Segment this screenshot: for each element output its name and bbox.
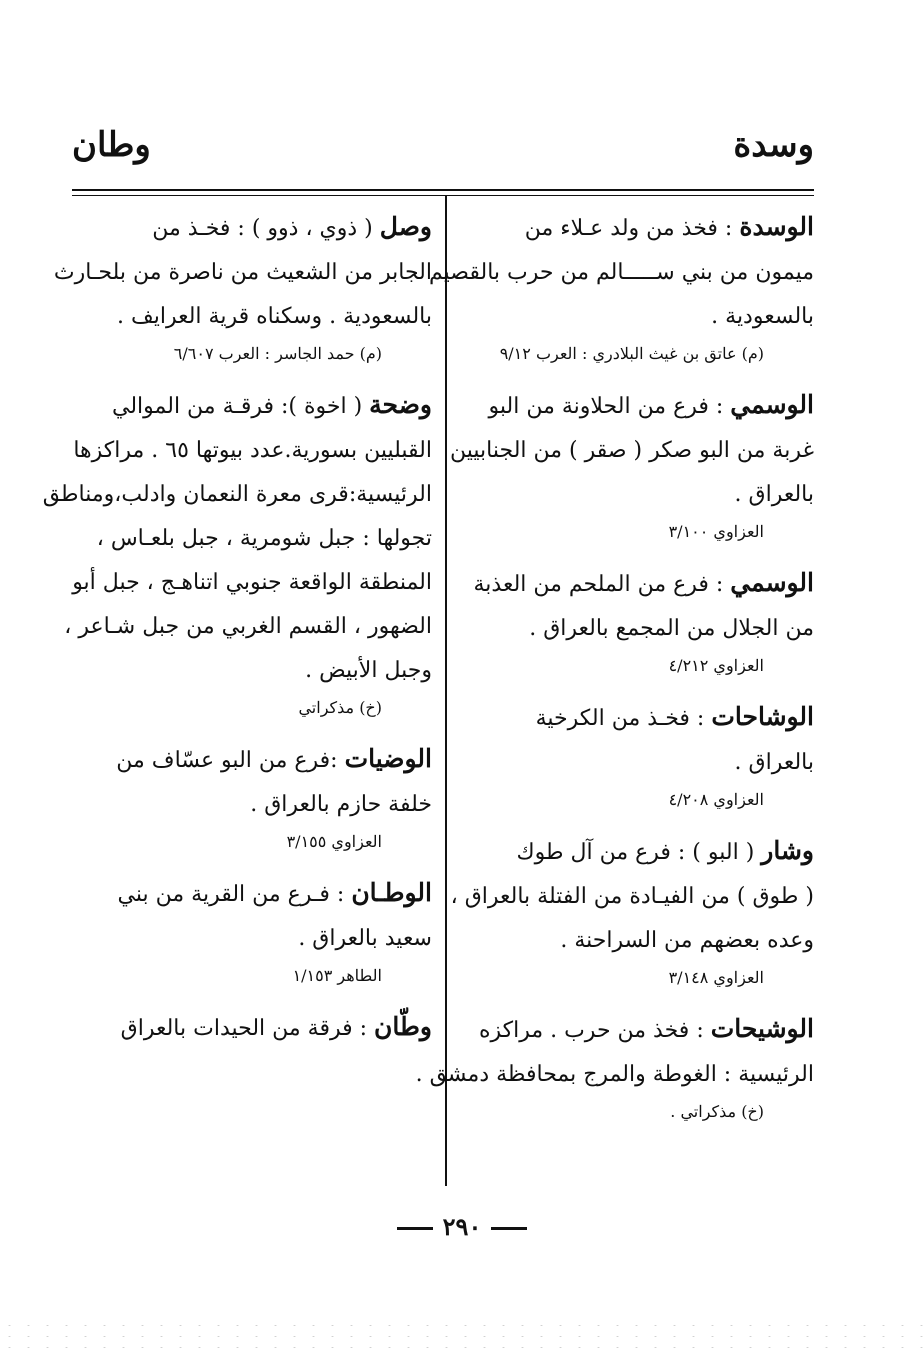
entry-source: العزاوي ٣/١٤٨ xyxy=(668,968,764,987)
header-first-word: وسدة xyxy=(733,125,814,165)
entry-source: العزاوي ٣/١٥٥ xyxy=(286,832,382,851)
entry-source: (خ) مذكراتي xyxy=(298,698,382,717)
entry-headword: الوضيات xyxy=(344,744,432,773)
scan-noise xyxy=(0,1320,924,1350)
entry-headword: الوشيحات xyxy=(710,1014,814,1043)
entry-line xyxy=(450,875,814,919)
column-divider xyxy=(445,196,447,1186)
entry xyxy=(53,205,432,369)
entry-line xyxy=(458,205,814,251)
entry-text: : فرقة من الحيدات بالعراق xyxy=(120,1016,375,1041)
entry-headword: وشار xyxy=(761,836,814,865)
entry-text: غربة من البو صكر ( صقر ) من الجنابيين xyxy=(450,438,814,463)
entry-text: بالعراق . xyxy=(734,482,814,507)
entry-line xyxy=(74,1005,432,1051)
entry-line xyxy=(74,917,432,961)
entry-line xyxy=(74,295,432,339)
entry-text: المنطقة الواقعة جنوبي اتناهـج ، جبل أبو xyxy=(72,570,432,595)
entry-headword: الوسدة xyxy=(739,212,814,241)
entry xyxy=(450,383,814,547)
entry-line xyxy=(458,473,814,517)
entry-text: الضهور ، القسم الغربي من جبل شـاعر ، xyxy=(64,614,432,639)
entry xyxy=(450,829,814,993)
entry xyxy=(74,1005,432,1051)
entry-source: العزاوي ٤/٢٠٨ xyxy=(668,790,764,809)
entry-text: خلفة حازم بالعراق . xyxy=(250,792,432,817)
entry-text: الرئيسية:قرى معرة النعمان وادلب،ومناطق xyxy=(42,482,432,507)
entry-text: من الجلال من المجمع بالعراق . xyxy=(529,616,814,641)
left-column xyxy=(42,205,432,1051)
entry-source: (م) عاتق بن غيث البلادري : العرب ٩/١٢ xyxy=(499,344,764,363)
entry-line xyxy=(42,473,432,517)
entry-headword: الوسمي xyxy=(730,568,814,597)
entry-source: العزاوي ٤/٢١٢ xyxy=(668,656,764,675)
entry-line xyxy=(64,605,432,649)
header-last-word: وطان xyxy=(72,125,151,165)
entry-source: العزاوي ٣/١٠٠ xyxy=(668,522,764,541)
entry-text: ( ذوي ، ذوو ) : فخـذ من xyxy=(152,216,380,241)
entry-line xyxy=(429,251,814,295)
entry xyxy=(74,737,432,857)
entry-source: (م) حمد الجاسر : العرب ٦/٦٠٧ xyxy=(173,344,382,363)
entry xyxy=(415,1007,814,1127)
entry-headword: وطّان xyxy=(374,1012,432,1041)
entry-text: وعده بعضهم من السراحنة . xyxy=(560,928,814,953)
entry-text: القبليين بسورية.عدد بيوتها ٦٥ . مراكزها xyxy=(73,438,432,463)
header-rule-thin xyxy=(72,195,814,196)
entry-line xyxy=(74,649,432,693)
entry-text: :فرع من البو عسّاف من xyxy=(116,748,345,773)
entry-line xyxy=(458,561,814,607)
entry-headword: الوطـان xyxy=(351,878,432,907)
page-number: ٢٩٠ xyxy=(0,1212,924,1241)
entry-line xyxy=(458,829,814,875)
entry-text: تجولها : جبل شومرية ، جبل بلعـاس ، xyxy=(96,526,432,551)
entry-text: : فخذ من ولد عـلاء من xyxy=(524,216,740,241)
entry-line xyxy=(74,783,432,827)
entry-source: (خ) مذكراتي . xyxy=(670,1102,764,1121)
entry-headword: وصل xyxy=(379,212,432,241)
entry-line xyxy=(458,295,814,339)
entry xyxy=(74,871,432,991)
entry-line xyxy=(74,383,432,429)
entry xyxy=(458,695,814,815)
header-rule-thick xyxy=(72,189,814,191)
entry-text: ( البو ) : فرع من آل طوك xyxy=(516,840,762,865)
entry-line xyxy=(74,429,432,473)
entry-text: بالسعودية . xyxy=(711,304,814,329)
entry-headword: وضحة xyxy=(369,390,432,419)
entry-text: بالعراق . xyxy=(734,750,814,775)
right-column xyxy=(415,205,814,1141)
entry-text: : فخـذ من الكرخية xyxy=(535,706,712,731)
entry-text: ميمون من بني ســـــالم من حرب بالقصيم xyxy=(429,260,814,285)
entry-line xyxy=(74,871,432,917)
entry xyxy=(458,561,814,681)
entry-text: ( طوق ) من الفيـادة من الفتلة بالعراق ، xyxy=(450,884,814,909)
entry-line xyxy=(458,919,814,963)
entry-line xyxy=(53,251,432,295)
entry-headword: الوسمي xyxy=(730,390,814,419)
entry-text: الرئيسية : الغوطة والمرج بمحافظة دمشق . xyxy=(415,1062,814,1087)
entry xyxy=(429,205,814,369)
entry-headword: الوشاحات xyxy=(711,702,814,731)
entry-line xyxy=(74,561,432,605)
entry-line xyxy=(458,741,814,785)
entry-line xyxy=(450,429,814,473)
entry-line xyxy=(415,1053,814,1097)
entry-text: سعيد بالعراق . xyxy=(298,926,432,951)
entry-text: : فـرع من القرية من بني xyxy=(117,882,352,907)
entry-line xyxy=(74,737,432,783)
entry-line xyxy=(458,1007,814,1053)
entry-line xyxy=(74,205,432,251)
entry xyxy=(42,383,432,723)
entry-line xyxy=(74,517,432,561)
entry-text: : فرع من الملحم من العذبة xyxy=(473,572,731,597)
entry-text: الجابر من الشعيث من ناصرة من بلحـارث xyxy=(53,260,432,285)
entry-line xyxy=(458,383,814,429)
entry-source: الطاهر ١/١٥٣ xyxy=(292,966,382,985)
entry-text: : فرع من الحلاونة من البو xyxy=(488,394,731,419)
entry-text: ( اخوة ): فرقـة من الموالي xyxy=(112,394,370,419)
entry-text: : فخذ من حرب . مراكزه xyxy=(478,1018,711,1043)
entry-line xyxy=(458,607,814,651)
entry-text: بالسعودية . وسكناه قرية العرايف . xyxy=(116,304,432,329)
entry-line xyxy=(458,695,814,741)
entry-text: وجبل الأبيض . xyxy=(305,658,432,683)
